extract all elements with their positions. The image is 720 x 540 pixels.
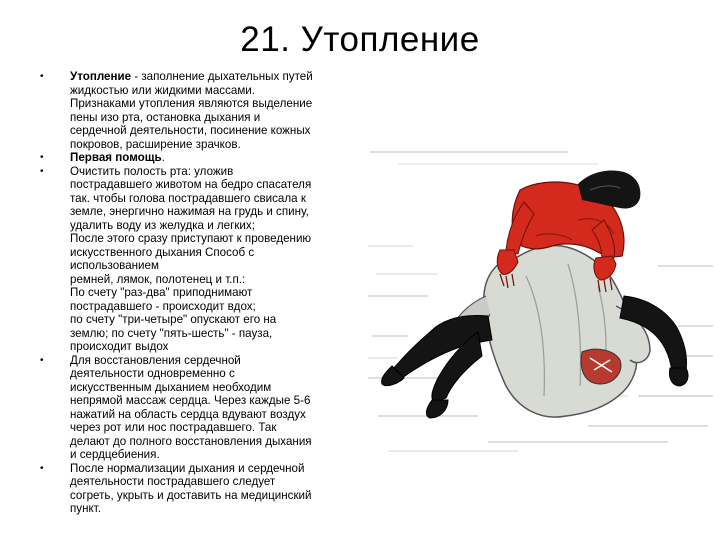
line-text: землю; по счету "пять-шесть" - пауза, [70, 326, 273, 340]
bold-term: Утопление [70, 70, 132, 83]
line-text: . [161, 151, 165, 164]
line-text: Очистить полость рта: уложив [70, 164, 234, 178]
bullet-text-line [70, 381, 370, 395]
line-text: сердечной деятельности, посинение кожных [70, 124, 311, 137]
bullet-text-line [70, 138, 370, 152]
bullet-text-line [70, 340, 370, 354]
line-text: Признаками утопления являются выделение [70, 97, 313, 110]
bullet-text-line [70, 151, 370, 165]
bullet-item [40, 165, 370, 354]
bullet-text-line [70, 205, 370, 219]
line-text: Для восстановления сердечной [70, 353, 241, 367]
bullet-text-line [70, 219, 370, 233]
bullet-item [40, 70, 370, 151]
line-text: После этого сразу приступают к проведению [70, 232, 312, 245]
bullet-text-line [70, 435, 370, 449]
line-text: жидкостью или жидкими массами. [70, 83, 255, 97]
line-text: использованием [70, 259, 159, 272]
line-text: покровов, расширение зрачков. [70, 137, 241, 151]
bullet-text-line [70, 178, 370, 192]
bullet-text-line [70, 232, 370, 246]
slide-title: 21. Утопление [240, 20, 480, 59]
bullet-icon: • [40, 354, 44, 366]
line-text: деятельности пострадавшего следует [70, 475, 276, 488]
bullet-text-line [70, 448, 370, 462]
line-text: удалить воду из желудка и легких; [70, 218, 255, 232]
line-text: После нормализации дыхания и сердечной [70, 461, 305, 475]
bullet-text-line [70, 84, 370, 98]
bullet-text-line [70, 462, 370, 476]
bullet-text-line [70, 421, 370, 435]
drowning-rescue-illustration [368, 146, 718, 458]
line-text: ремней, лямок, полотенец и т.п.: [70, 272, 246, 286]
line-text: пострадавшего - происходит вдох; [70, 299, 256, 313]
bullet-text-line [70, 111, 370, 125]
line-text: так. чтобы голова пострадавшего свисала к [70, 191, 306, 205]
line-text: нажатий на область сердца вдувают воздух [70, 407, 306, 421]
bullet-text-line [70, 97, 370, 111]
line-text: пункт. [70, 502, 101, 515]
bullet-text-line [70, 394, 370, 408]
bullet-text-line [70, 246, 370, 260]
bullet-text-line [70, 475, 370, 489]
bullet-item [40, 151, 370, 165]
bullet-icon: • [40, 462, 44, 474]
bullet-icon: • [40, 152, 44, 163]
line-text: делают до полного восстановления дыхания [70, 434, 312, 448]
bullet-item [40, 462, 370, 516]
bullet-icon: • [40, 71, 44, 82]
line-text: по счету "три-четыре" опускают его на [70, 313, 277, 326]
bullet-text-line [70, 313, 370, 327]
line-text: и сердцебиения. [70, 448, 160, 461]
bullet-text-line [70, 502, 370, 516]
bullet-text-line [70, 273, 370, 287]
bullet-text-line [70, 300, 370, 314]
bullet-text-line [70, 192, 370, 206]
bullet-text-line [70, 70, 370, 84]
bullet-text-line [70, 286, 370, 300]
line-text: пострадавшего животом на бедро спасателя [70, 178, 312, 191]
line-text: - заполнение дыхательных путей [131, 70, 313, 83]
bullet-icon: • [40, 165, 44, 177]
line-text: происходит выдох [70, 340, 169, 353]
bullet-list [40, 70, 370, 516]
bullet-text-line [70, 165, 370, 179]
line-text: искусственным дыханием необходим [70, 380, 272, 394]
bold-term: Первая помощь [70, 151, 162, 164]
bullet-text-line [70, 354, 370, 368]
line-text: согреть, укрыть и доставить на медицинский [70, 488, 312, 502]
bullet-text-line [70, 489, 370, 503]
bullet-text-line [70, 259, 370, 273]
line-text: земле, энергично нажимая на грудь и спину, [70, 205, 309, 218]
line-text: искусственного дыхания Способ с [70, 245, 255, 259]
line-text: деятельности одновременно с [70, 367, 235, 380]
line-text: через рот или нос пострадавшего. Так [70, 421, 277, 434]
line-text: По счету "раз-два" приподнимают [70, 286, 253, 299]
line-text: непрямой массаж сердца. Через каждые 5-6 [70, 394, 311, 407]
bullet-text-line [70, 327, 370, 341]
bullet-text-line [70, 408, 370, 422]
bullet-text-line [70, 367, 370, 381]
bullet-text-line [70, 124, 370, 138]
line-text: пены изо рта, остановка дыхания и [70, 110, 261, 124]
bullet-item [40, 354, 370, 462]
